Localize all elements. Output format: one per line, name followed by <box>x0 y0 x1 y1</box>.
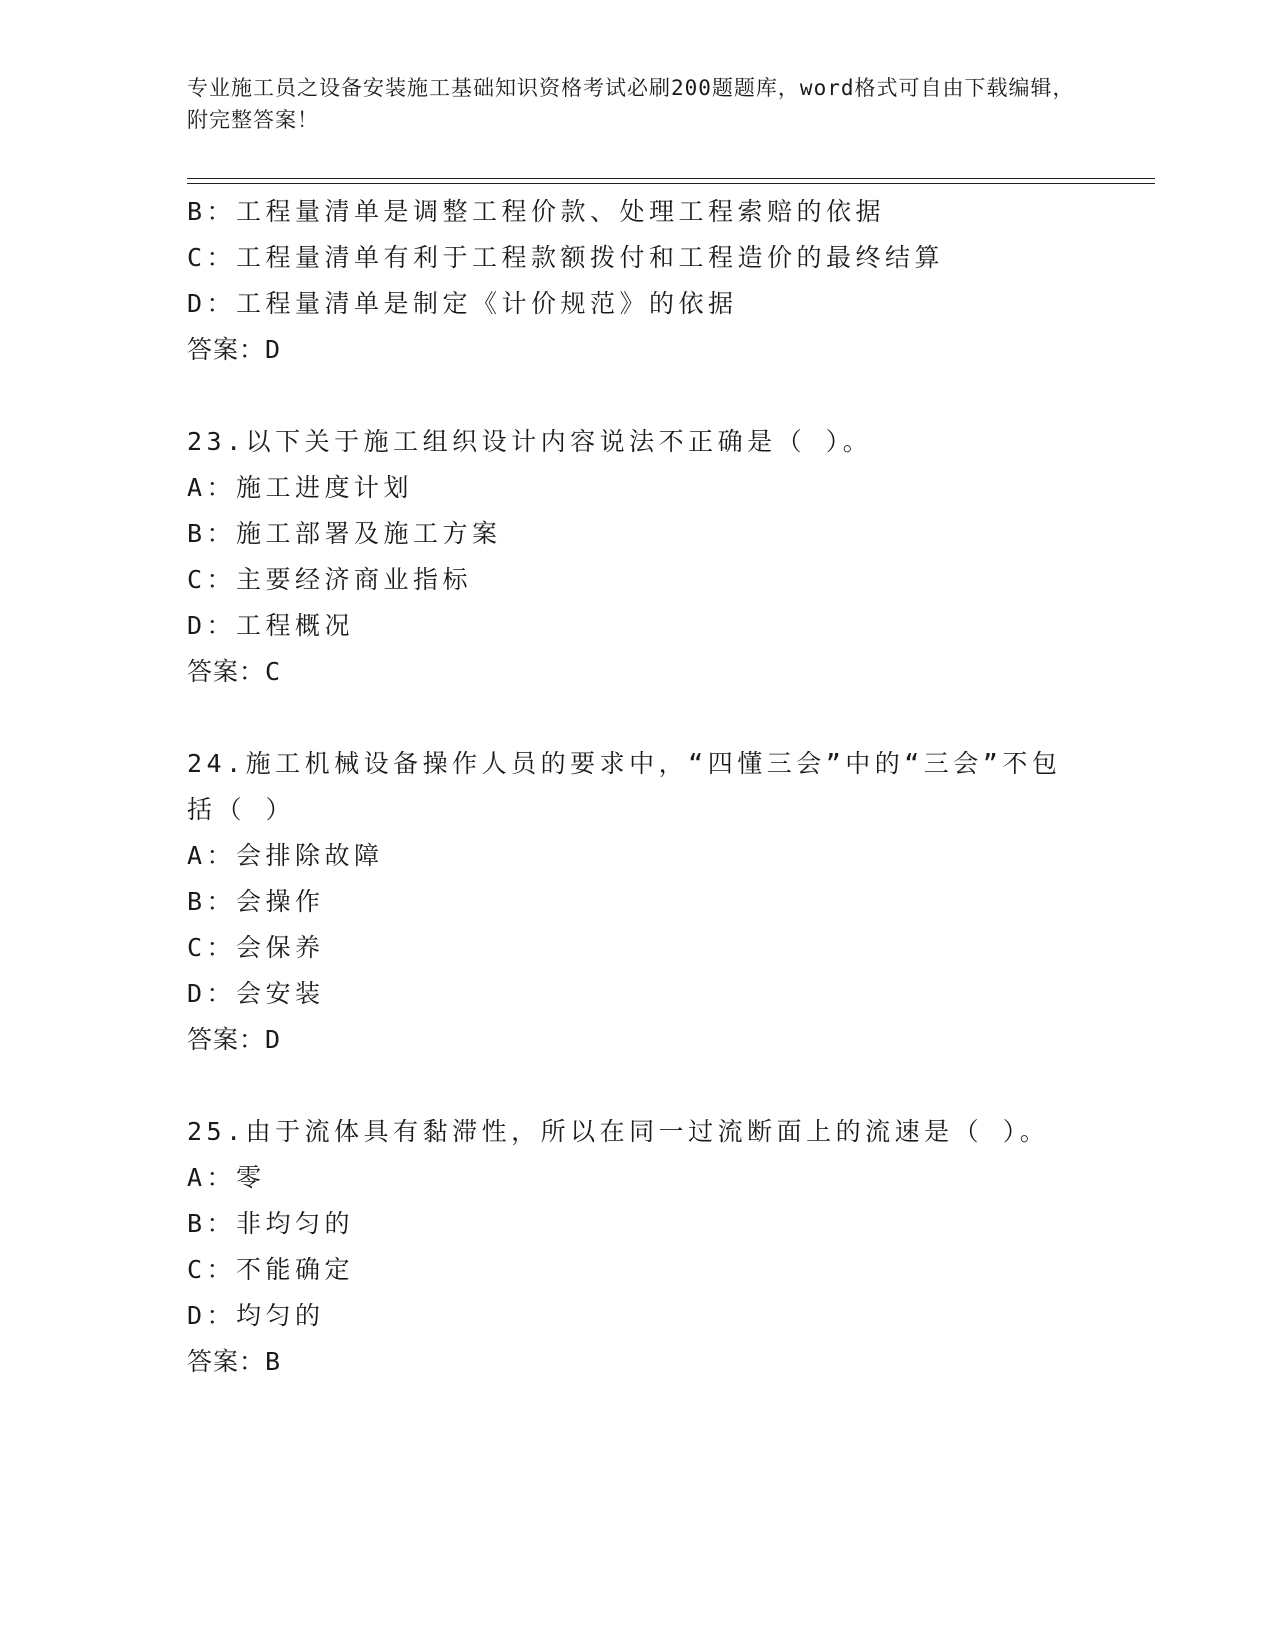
question-block-23 <box>187 419 1147 695</box>
answer-line: 答案：B <box>187 1347 282 1376</box>
option-c: C：会保养 <box>187 933 325 962</box>
option-b: B：工程量清单是调整工程价款、处理工程索赔的依据 <box>187 197 886 226</box>
header-divider-top <box>187 178 1155 179</box>
spacer <box>187 1063 1147 1109</box>
answer-line: 答案：D <box>187 1025 282 1054</box>
question-stem: 23.以下关于施工组织设计内容说法不正确是（ ）。 <box>187 427 873 456</box>
option-b: B：会操作 <box>187 887 325 916</box>
option-d: D：均匀的 <box>187 1301 325 1330</box>
header-divider-bottom <box>187 183 1155 184</box>
question-block-25 <box>187 1109 1147 1385</box>
option-a: A：施工进度计划 <box>187 473 414 502</box>
option-d: D：工程量清单是制定《计价规范》的依据 <box>187 289 738 318</box>
spacer <box>187 695 1147 741</box>
question-list <box>187 189 1147 1385</box>
question-stem: 24.施工机械设备操作人员的要求中，“四懂三会”中的“三会”不包括（ ） <box>187 749 1062 824</box>
question-block-24 <box>187 741 1147 1063</box>
question-block-prev <box>187 189 1147 373</box>
answer-line: 答案：D <box>187 335 282 364</box>
option-d: D：工程概况 <box>187 611 355 640</box>
option-b: B：非均匀的 <box>187 1209 355 1238</box>
option-a: A：会排除故障 <box>187 841 384 870</box>
spacer <box>187 373 1147 419</box>
option-c: C：不能确定 <box>187 1255 355 1284</box>
option-d: D：会安装 <box>187 979 325 1008</box>
option-b: B：施工部署及施工方案 <box>187 519 502 548</box>
question-stem: 25.由于流体具有黏滞性，所以在同一过流断面上的流速是（ ）。 <box>187 1117 1050 1146</box>
option-a: A：零 <box>187 1163 266 1192</box>
option-c: C：工程量清单有利于工程款额拨付和工程造价的最终结算 <box>187 243 945 272</box>
option-c: C：主要经济商业指标 <box>187 565 473 594</box>
answer-line: 答案：C <box>187 657 282 686</box>
document-header: 专业施工员之设备安装施工基础知识资格考试必刷200题题库，word格式可自由下载编辑，附完整答案！ <box>187 76 1075 132</box>
